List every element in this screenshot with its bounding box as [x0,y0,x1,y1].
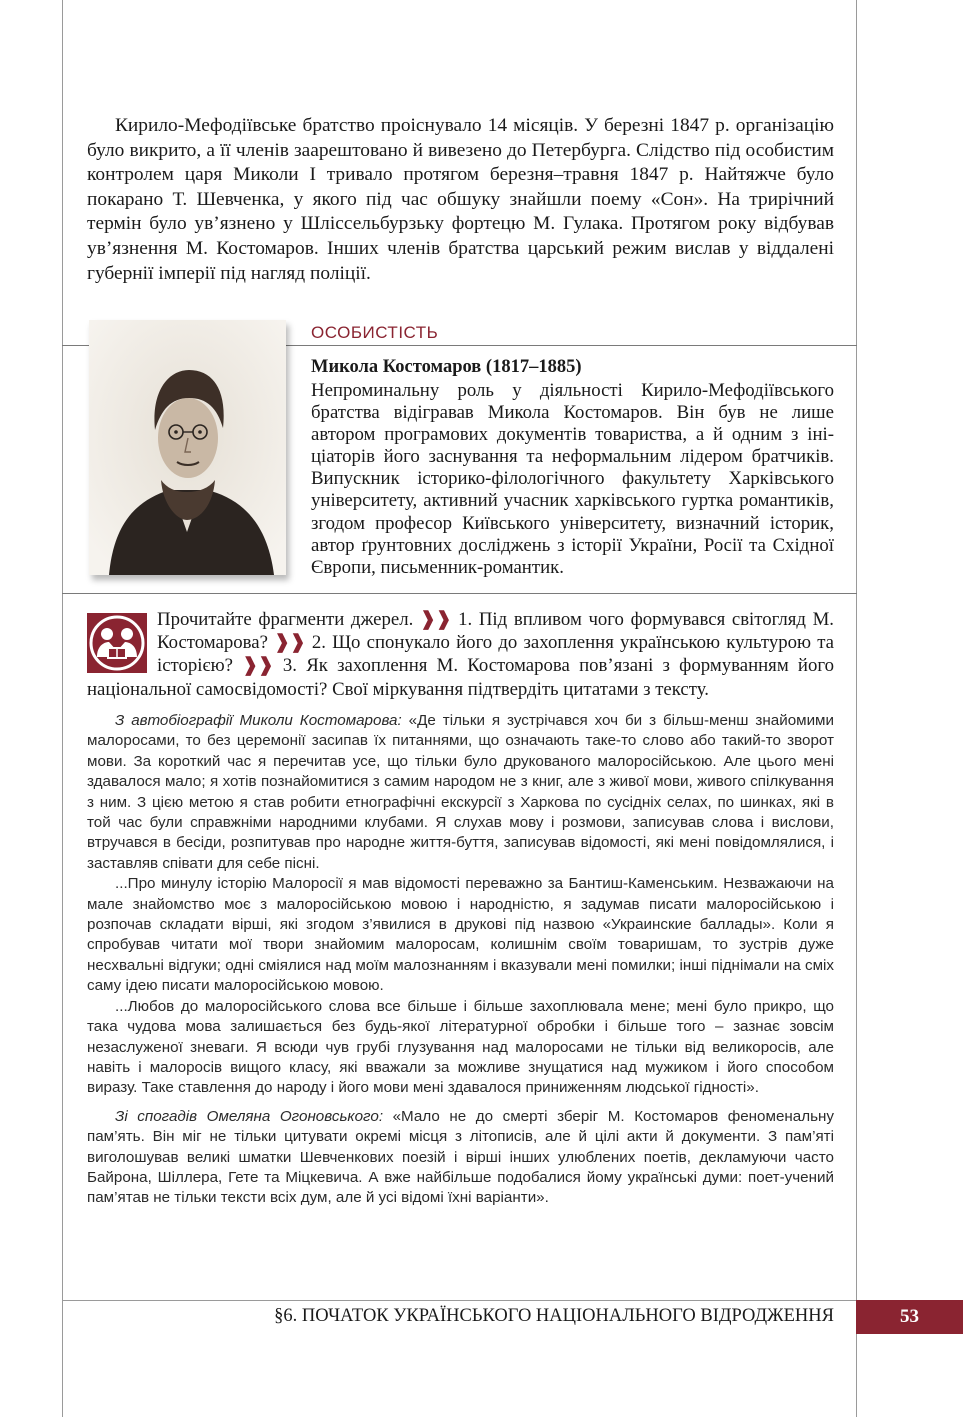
page-right-border [856,0,857,1417]
source1-paragraph-1 [87,711,834,874]
task-intro: Прочитайте фрагменти джерел. [157,609,414,630]
footer-rule [62,1300,857,1301]
source-excerpts [87,711,834,1209]
chevron-double-right-icon: ❱❱ [274,632,306,654]
chevron-double-right-icon: ❱❱ [419,609,452,630]
task-question-3: 3. Як захоплення М. Костомарова пов’язані з формуванням його національної самосвідомості? Свої міркування підтвердіть цитатами з тексту. [87,655,834,700]
source2-heading: Зі спогадів Омеляна Огоновського: [115,1107,384,1125]
page-left-border [62,0,63,1417]
source1-text-1: «Де тільки я зустрічався хоч би з більш-менш знайомими малоросами, то без церемонії засипав їх питаннями, що означають таке-то слово або такий-то зворот мови. За короткий час я перечитав усе, що тільки було друкованого малоросійською. Але цього мені здавалося мало; я хотів познайомитися з самим народом не з книг, але з живої мови, живого спілкування з ним. З цією метою я став робити етнографічні екскурсії з Харкова по сусідніх селах, по шинках, які в той час були справжніми народними клубами. Я слухав мову і розмови, записував слова і вислови, втручався в бесіди, розпитував про народне життя-буття, записував відомості, які мені повідомлялися, і заставляв співати для себе пісні. [87,712,834,872]
main-paragraph: Кирило-Мефодіївське братство проіснувало 14 місяців. У березні 1847 р. організацію було викрито, а її членів заарештовано й вивезено до Петербурга. Слідство під особистим контролем царя Миколи І тривало протягом березня–травня 1847 р. Найтяжче було покарано Т. Шевченка, у якого під час обшуку знайшли поему «Сон». На трирічний термін було ув’язнено у Шліссельбурзьку фортецю М. Гулака. Протягом року відбував ув’язнення М. Костомаров. Інших членів братства царський режим вислав у віддалені губернії імперії під нагляд поліції. [87,115,834,284]
section-title: §6. ПОЧАТОК УКРАЇНСЬКОГО НАЦІОНАЛЬНОГО ВІДРОДЖЕННЯ [274,1306,834,1326]
task-rule [62,593,857,594]
task-text [87,608,834,701]
task-question-1: 1. Під впливом чого формувався світогляд М. Костомарова? [157,609,834,654]
kostomarov-portrait [89,320,286,575]
portrait-engraving-icon [89,320,286,575]
personality-label: ОСОБИСТІСТЬ [311,323,439,342]
chevron-double-right-icon: ❱❱ [242,655,274,677]
page-number: 53 [856,1300,963,1334]
source2-text: «Мало не до смерті зберіг М. Костомаров феноменальну пам’ять. Він міг не тільки цитувати окремі місця з літописів, але й цілі акти й документи. З пам’яті виголошував великі шматки Шевченкових поезій і вірші інших улюблених поетів, декламуючи часто Байрона, Шіллера, Гете та Міцкевича. А вже найбільше подобалися йому українські думи: поет-учений пам’ятав не тільки тексти всіх дум, але й усі відомі їхні варіанти». [87,1107,834,1207]
source2-paragraph [87,1107,834,1209]
personality-name: Микола Костомаров (1817–1885) [311,357,582,377]
source1-paragraph-3: ...Любов до малоросійського слова все більше і більше захоплювала мене; мені було прикро, що така чудова мова залишається без будь-якої літературної обробки і більше того – зазнає зовсім незаслуженої зневаги. Я всюди чув грубі глузування над малоросами не тільки від великоросів, але навіть і малоросів вищого класу, які вважали за можливе знущатися над мужиком і його способом виразу. Таке ставлення до народу і його мови мені здавалося приниженням людської гідності». [87,997,834,1097]
source1-heading: З автобіографії Миколи Костомарова: [115,712,402,729]
task-question-2: 2. Що спонукало його до захоплення українською культурою та історією? [157,632,834,677]
personality-text: Непроминальну роль у діяльності Кирило-Мефодіївського братства відігравав Микола Костомаров. Він був не лише автором програмових документів товариства, а й одним з ініціаторів його заснування та неформальним лідером братчиків. Випускник історико-філологічного факультету Харківського університету, активний учасник харківського гуртка романтиків, згодом професор Київського університету, визначний історик, автор ґрунтовних досліджень з історії України, Росії та Східної Європи, письменник-романтик. [311,380,834,578]
source1-paragraph-2: ...Про минулу історію Малоросії я мав відомості переважно за Бантиш-Каменським. Незважаючи на мале знайомство моє з малоросійською мовою і народністю, я задумав писати малоросійською і розпочав складати вірші, які згодом з’явилися в друкові під назвою «Украинские баллады». Коли я спробував читати мої твори знайомим малоросам, колишнім своїм товаришам, то зустрів дуже несхвальні відгуки; одні сміялися над моїм малознанням і вказували мені помилки; інші піднімали на сміх саму ідею писати малоросійською мовою. [87,875,834,995]
